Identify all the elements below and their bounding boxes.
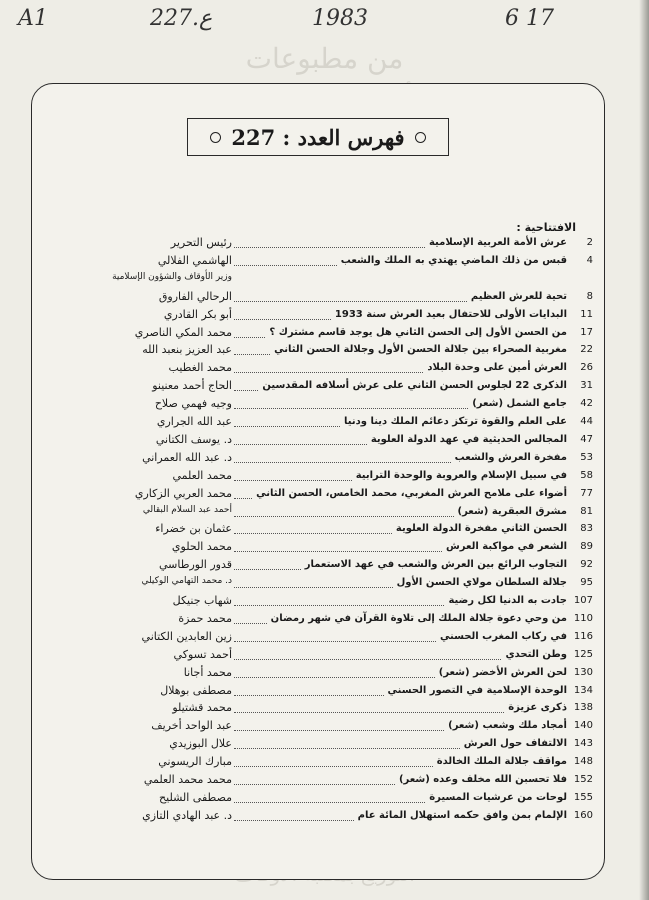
toc-frame (31, 83, 605, 880)
toc-page-number: 47 (580, 433, 593, 445)
toc-article-title: الالتفاف حول العرش (463, 738, 567, 750)
toc-row (32, 648, 604, 666)
toc-article-title: وطن التحدي (505, 648, 567, 660)
toc-page-number: 2 (586, 237, 593, 248)
toc-author: شهاب جنيكل (172, 594, 232, 607)
toc-article-title: جلالة السلطان مولاي الحسن الأول (396, 577, 567, 589)
toc-page-number: 140 (573, 720, 593, 732)
section-label: الافتتاحية : (516, 221, 576, 234)
dotted-leader (234, 354, 270, 355)
toc-author: أحمد عبد السلام البقالي (142, 504, 232, 515)
dotted-leader (234, 337, 265, 338)
toc-article-title: العرش أمين على وحدة البلاد (427, 362, 567, 374)
page-title: فهرس العدد : 227 (231, 124, 405, 150)
toc-article-title: لوحات من عرشيات المسيرة (429, 791, 567, 803)
toc-author: د. يوسف الكتاني (155, 432, 232, 446)
toc-row (32, 594, 604, 612)
toc-page-number: 92 (580, 559, 593, 571)
dotted-leader (234, 444, 367, 445)
toc-article-title: أضواء على ملامح العرش المغربي، محمد الخامس، الحسن الثاني (256, 487, 567, 499)
bullet-circle-icon (415, 132, 426, 143)
toc-author: محمد المكي الناصري (134, 325, 232, 339)
toc-article-title: مفخرة العرش والشعب (454, 451, 567, 463)
toc-row (32, 343, 604, 361)
toc-row (32, 379, 604, 397)
toc-row (32, 433, 604, 451)
toc-article-title: التجاوب الرائع بين العرش والشعب في عهد الاستعمار (304, 559, 567, 571)
dotted-leader (234, 677, 435, 678)
toc-author: د. عبد الهادي التازي (142, 808, 232, 822)
toc-article-title: أمجاد ملك وشعب (شعر) (448, 720, 567, 732)
toc-author: محمد قشتيلو (172, 701, 232, 715)
toc-author: محمد أجانا (183, 665, 232, 679)
dotted-leader (234, 426, 340, 427)
toc-article-title: مغربية الصحراء بين جلالة الحسن الأول وجلالة الحسن الثاني (274, 344, 567, 356)
toc-page-number: 160 (573, 809, 593, 821)
toc-article-title: على العلم والقوة ترتكز دعائم الملك دينا ودنيا (344, 416, 567, 427)
toc-row (32, 684, 604, 702)
toc-page-number: 11 (580, 308, 593, 320)
dotted-leader (234, 301, 467, 302)
toc-article-title: الذكرى 22 لجلوس الحسن الثاني على عرش أسلافه المقدسين (262, 380, 567, 392)
toc-article-title: فلا تحسبن الله مخلف وعده (شعر) (398, 774, 567, 785)
toc-author: مصطفى الشليح (159, 790, 232, 804)
dotted-leader (234, 569, 301, 570)
toc-author: وزير الأوقاف والشؤون الإسلامية (112, 271, 232, 282)
toc-page-number: 89 (580, 541, 593, 553)
toc-author: الهاشمي الفلالي (157, 253, 232, 267)
dotted-leader (234, 766, 433, 767)
dotted-leader (234, 480, 352, 481)
toc-author: رئيس التحرير (170, 236, 232, 249)
toc-author: د. عبد الله العمراني (142, 450, 232, 464)
toc-author: الرحالي الفاروق (158, 289, 232, 303)
dotted-leader (234, 498, 252, 499)
toc-page-number: 4 (586, 254, 593, 266)
toc-row (32, 791, 604, 809)
toc-author: علال البوزيدي (169, 737, 232, 751)
toc-author: وجيه فهمي صلاح (154, 397, 232, 411)
toc-page-number: 148 (573, 756, 593, 768)
toc-page-number: 44 (580, 416, 593, 427)
toc-row (32, 630, 604, 648)
toc-author: عثمان بن خضراء (155, 522, 232, 536)
toc-page-number: 58 (580, 469, 593, 481)
toc-page-number: 107 (573, 595, 593, 606)
dotted-leader (234, 533, 392, 534)
toc-row (32, 487, 604, 505)
toc-row (32, 540, 604, 558)
dotted-leader (234, 695, 384, 696)
toc-row (32, 701, 604, 719)
dotted-leader (234, 247, 425, 248)
toc-row (32, 451, 604, 469)
toc-article-title: البدايات الأولى للاحتفال بعيد العرش سنة 1933 (334, 308, 567, 320)
toc-row (32, 755, 604, 773)
dotted-leader (234, 605, 444, 606)
toc-author: أبو بكر القادري (163, 307, 232, 321)
dotted-leader (234, 802, 425, 803)
toc-author: عبد العزيز بنعبد الله (142, 343, 232, 357)
toc-row (32, 254, 604, 272)
toc-article-title: من الحسن الأول إلى الحسن الثاني هل يوجد قاسم مشترك ؟ (269, 326, 567, 338)
toc-author: عبد الواحد أخريف (151, 719, 232, 733)
handwritten-issue-number: 227.ع (150, 6, 213, 31)
toc-row (32, 469, 604, 487)
dotted-leader (234, 462, 451, 463)
toc-page-number: 17 (580, 326, 593, 338)
toc-page-number: 81 (580, 505, 593, 517)
toc-article-title: في ركاب المغرب الحسني (439, 630, 567, 642)
toc-row (32, 290, 604, 308)
toc-page-number: 152 (573, 774, 593, 785)
toc-row (32, 773, 604, 791)
toc-page-number: 42 (580, 398, 593, 410)
dotted-leader (234, 820, 354, 821)
toc-author: الحاج أحمد معنينو (152, 379, 232, 393)
toc-page-number: 83 (580, 523, 593, 535)
dotted-leader (234, 641, 436, 642)
toc-row (32, 737, 604, 755)
toc-article-title: الإلمام بمن وافق حكمه استهلال المائة عام (357, 809, 567, 821)
toc-page-number: 22 (580, 344, 593, 356)
title-box (187, 118, 449, 156)
toc-article-title: في سبيل الإسلام والعروبة والوحدة الترابية (355, 469, 567, 481)
toc-author: محمد الحلوي (171, 540, 232, 554)
toc-row (32, 719, 604, 737)
toc-row (32, 361, 604, 379)
dotted-leader (234, 408, 468, 409)
toc-page-number: 130 (573, 666, 593, 678)
dotted-leader (234, 319, 331, 320)
dotted-leader (234, 516, 454, 517)
toc-row (32, 272, 604, 290)
toc-row (32, 505, 604, 523)
scan-edge-shadow (639, 0, 649, 900)
toc-page-number: 77 (580, 487, 593, 499)
toc-row (32, 236, 604, 254)
toc-article-title: جامع الشمل (شعر) (472, 398, 567, 410)
dotted-leader (234, 784, 395, 785)
dotted-leader (234, 748, 460, 749)
toc-author: أحمد تسوكي (173, 647, 232, 661)
bullet-circle-icon (210, 132, 221, 143)
dotted-leader (234, 551, 442, 552)
toc-page-number: 125 (573, 648, 593, 660)
dotted-leader (234, 587, 393, 588)
toc-author: محمد العلمي (172, 468, 232, 482)
toc-row (32, 522, 604, 540)
toc-author: عبد الله الجراري (156, 415, 232, 428)
handwritten-year: 1983 (312, 6, 368, 31)
toc-row (32, 558, 604, 576)
handwritten-ref: A1 (18, 6, 48, 31)
toc-author: محمد العربي الزكاري (134, 486, 232, 500)
toc-author: زين العابدين الكتاني (141, 629, 232, 643)
toc-page-number: 138 (573, 702, 593, 714)
toc-page-number: 31 (580, 380, 593, 392)
toc-author: مصطفى بوهلال (160, 683, 232, 697)
toc-page-number: 95 (580, 577, 593, 589)
toc-row (32, 397, 604, 415)
toc-page-number: 8 (586, 290, 593, 302)
toc-row (32, 666, 604, 684)
toc-author: محمد حمزة (178, 611, 232, 625)
toc-row (32, 809, 604, 827)
toc-article-title: عرش الأمة العربية الإسلامية (428, 237, 567, 248)
toc-row (32, 576, 604, 594)
toc-author: محمد الغطيب (168, 361, 232, 375)
toc-article-title: مشرق العبقرية (شعر) (457, 505, 567, 517)
toc-row (32, 326, 604, 344)
toc-page-number: 116 (573, 630, 593, 642)
toc-author: قدور الورطاسي (158, 558, 232, 572)
handwritten-page: 6 17 (505, 6, 554, 31)
toc-article-title: من وحي دعوة جلالة الملك إلى تلاوة القرآن في شهر رمضان (270, 612, 567, 624)
toc-page-number: 53 (580, 451, 593, 463)
toc-article-title: الحسن الثاني مفخرة الدولة العلوية (395, 523, 567, 535)
toc-page-number: 26 (580, 362, 593, 374)
dotted-leader (234, 623, 267, 624)
dotted-leader (234, 730, 444, 731)
dotted-leader (234, 265, 337, 266)
toc-author: د. محمد التهامي الوكيلي (141, 576, 232, 587)
dotted-leader (234, 390, 258, 391)
toc-row (32, 612, 604, 630)
toc-author: مبارك الريسوني (158, 755, 232, 769)
toc-page-number: 143 (573, 738, 593, 750)
toc-article-title: الشعر في مواكبة العرش (445, 541, 567, 553)
toc-row (32, 308, 604, 326)
dotted-leader (234, 659, 501, 660)
toc-article-title: المجالس الحديثية في عهد الدولة العلوية (370, 433, 567, 445)
background-header-line1: من مطبوعات (245, 42, 404, 75)
toc-page-number: 155 (573, 791, 593, 803)
dotted-leader (234, 372, 423, 373)
toc-article-title: الوحدة الإسلامية في التصور الحسني (387, 684, 567, 696)
dotted-leader (234, 712, 504, 713)
toc-article-title: ذكرى عزيزة (508, 702, 567, 714)
toc-row (32, 415, 604, 433)
toc-article-title: جادت به الدنيا لكل رضية (448, 595, 567, 606)
toc-article-title: قبس من ذلك الماضي يهتدي به الملك والشعب (340, 254, 567, 266)
toc-article-title: مواقف جلالة الملك الخالدة (436, 756, 567, 768)
toc-author: محمد محمد العلمي (143, 773, 232, 786)
toc-page-number: 110 (573, 612, 593, 624)
toc-article-title: تحية للعرش العظيم (470, 290, 567, 302)
toc-page-number: 134 (573, 684, 593, 696)
toc-article-title: لحن العرش الأخضر (شعر) (438, 666, 567, 678)
